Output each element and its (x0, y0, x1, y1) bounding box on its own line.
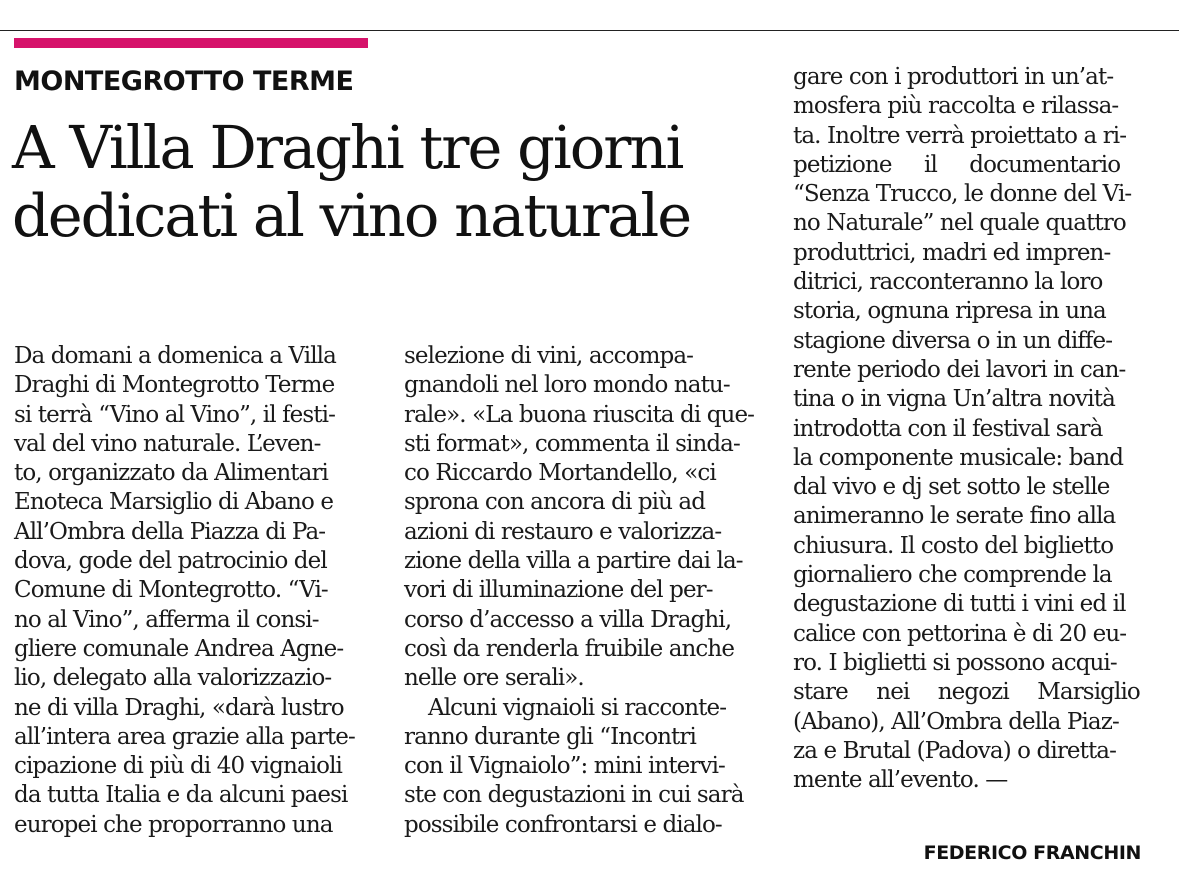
text-line: Draghi di Montegrotto Terme (14, 372, 335, 399)
text-line: val del vino naturale. L’even- (14, 430, 321, 457)
kicker-location: MONTEGROTTO TERME (14, 66, 354, 97)
text-line: petizione il documentario (793, 151, 1121, 178)
text-line: gare con i produttori in un’at- (793, 64, 1114, 90)
top-rule (0, 30, 1179, 31)
text-line: ro. I biglietti si possono acqui- (793, 649, 1117, 676)
text-line: rale». «La buona riuscita di que- (404, 401, 755, 428)
author-byline: FEDERICO FRANCHIN (923, 842, 1141, 864)
text-line: ta. Inoltre verrà proiettato a ri- (793, 122, 1127, 149)
text-line: cipazione di più di 40 vignaioli (14, 753, 343, 780)
article-column-1 (14, 342, 370, 840)
text-line: to, organizzato da Alimentari (14, 460, 329, 487)
text-line: gnandoli nel loro mondo natu- (404, 372, 730, 399)
text-line: Da domani a domenica a Villa (14, 343, 336, 369)
section-accent-bar (14, 38, 368, 48)
text-line: corso d’accesso a villa Draghi, (404, 606, 732, 633)
text-line: dal vivo e dj set sotto le stelle (793, 474, 1110, 501)
text-line: si terrà “Vino al Vino”, il festi- (14, 401, 335, 428)
text-line: sti format», commenta il sinda- (404, 430, 740, 457)
text-line: calice con pettorina è di 20 eu- (793, 620, 1127, 647)
text-line: ne di villa Draghi, «darà lustro (14, 694, 344, 721)
text-line: ranno durante gli “Incontri (404, 723, 696, 750)
text-line: storia, ognuna ripresa in una (793, 298, 1106, 325)
text-line: stare nei negozi Marsiglio (793, 679, 1140, 706)
text-line: all’intera area grazie alla parte- (14, 723, 355, 750)
text-line: sprona con ancora di più ad (404, 489, 706, 516)
text-line: stagione diversa o in un diffe- (793, 327, 1113, 354)
text-line: giornaliero che comprende la (793, 562, 1112, 589)
text-line: ditrici, racconteranno la loro (793, 269, 1103, 296)
text-line: animeranno le serate fino alla (793, 503, 1116, 530)
text-line: da tutta Italia e da alcuni paesi (14, 782, 348, 809)
text-line: possibile confrontarsi e dialo- (404, 811, 722, 838)
text-line: produttrici, madri ed impren- (793, 239, 1111, 266)
text-line: europei che proporranno una (14, 811, 333, 838)
text-line: Comune di Montegrotto. “Vi- (14, 577, 328, 604)
text-line: (Abano), All’Ombra della Piaz- (793, 708, 1119, 735)
text-line: vori di illuminazione del per- (404, 577, 713, 604)
text-line: azioni di restauro e valorizza- (404, 518, 722, 545)
text-line: così da renderla fruibile anche (404, 635, 735, 662)
text-line: gliere comunale Andrea Agne- (14, 635, 344, 662)
text-line: degustazione di tutti i vini ed il (793, 591, 1126, 618)
text-line: selezione di vini, accompa- (404, 343, 694, 369)
text-line: la componente musicale: band (793, 444, 1124, 471)
text-line: mente all’evento. — (793, 767, 1008, 794)
headline (12, 114, 782, 250)
article-column-2 (404, 342, 759, 840)
text-line: chiusura. Il costo del biglietto (793, 532, 1114, 559)
text-line-paragraph-start: Alcuni vignaioli si raccontе- (428, 694, 727, 721)
text-line: mosfera più raccolta e rilassa- (793, 93, 1119, 120)
text-line: zione della villa a partire dai la- (404, 548, 743, 575)
text-line: tina o in vigna Un’altra novità (793, 386, 1115, 413)
text-line: co Riccardo Mortandello, «ci (404, 460, 716, 487)
text-line: nelle ore serali». (404, 665, 584, 692)
headline-line: A Villa Draghi tre giorni (12, 113, 683, 182)
text-line: All’Ombra della Piazza di Pa- (14, 518, 326, 545)
text-line: introdotta con il festival sarà (793, 415, 1103, 442)
text-line: no al Vino”, afferma il consi- (14, 606, 319, 633)
text-line: za e Brutal (Padova) o diretta- (793, 737, 1116, 764)
headline-line: dedicati al vino naturale (12, 181, 691, 250)
text-line: “Senza Trucco, le donne del Vi- (793, 181, 1132, 208)
text-line: no Naturale” nel quale quattro (793, 210, 1126, 237)
text-line: lio, delegato alla valorizzazio- (14, 665, 332, 692)
text-line: rente periodo dei lavori in can- (793, 356, 1126, 383)
text-line: con il Vignaiolo”: mini intervi- (404, 753, 725, 780)
text-line: dova, gode del patrocinio del (14, 548, 327, 575)
text-line: ste con degustazioni in cui sarà (404, 782, 744, 809)
text-line: Enoteca Marsiglio di Abano e (14, 489, 334, 516)
article-column-3 (793, 63, 1145, 795)
